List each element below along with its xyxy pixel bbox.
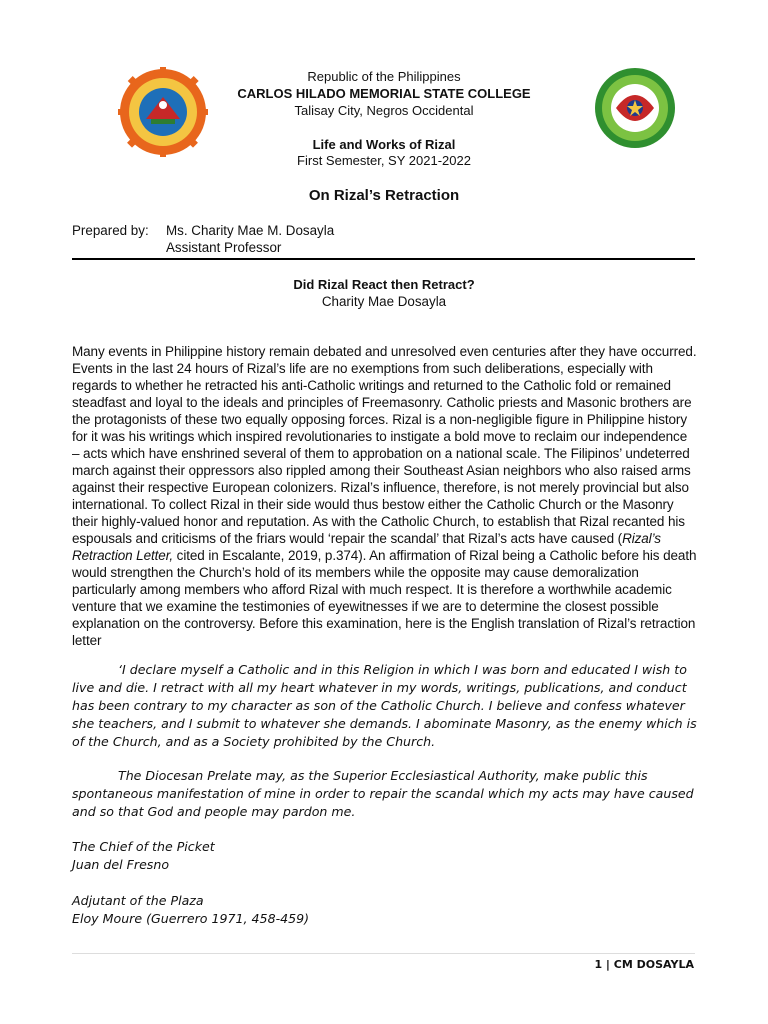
paragraph-text-b: cited in Escalante, 2019, p.374). An affirmation of Rizal being a Catholic before his death would strengthen the Church’s hold of its members while the opposite may cause demoralization particularly among members who afford Rizal with much respect. It is therefore a worthwhile academic venture that we examine the testimonies of eyewitnesses if we are to determine the closest possible explanation on the controversy. Before this examination, here is the English translation of Rizal’s retraction letter xyxy=(72,548,697,648)
article-author: Charity Mae Dosayla xyxy=(321,294,447,309)
prepared-by-label: Prepared by: xyxy=(72,223,149,238)
header-republic: Republic of the Philippines xyxy=(307,69,461,84)
signatory-2-title: Adjutant of the Plaza xyxy=(72,893,204,908)
prepared-by-role: Assistant Professor xyxy=(166,240,282,255)
paragraph-citation: Rizal’s Retraction Letter, xyxy=(72,531,661,563)
paragraph-text-a: Many events in Philippine history remain debated and unresolved even centuries after they have occurred. Events in the last 24 hours of Rizal’s life are no exemptions from such deliberations, especially with regards to whether he retracted his anti-Catholic writings and returned to the Catholic fold or remained steadfast and loyal to the ideals and principles of Freemasonry. Catholic priests and Masonic brothers are the protagonists of these two equally opposing forces. Rizal is a non-negligible figure in Philippine history for it was his writings which inspired revolutionaries to instigate a bold move to reclaim our independence – acts which have enshrined several of them to approbation on a national scale. The Filipinos’ undeterred march against their oppressors also rippled among their Southeast Asian neighbors who also raised arms against their respective European colonizers. Rizal’s influence, therefore, is not merely provincial but also international. To collect Rizal in their side would thus bestow either the Catholic Church or the Masonry their highly-valued honor and reputation. As with the Catholic Church, to establish that Rizal recanted his espousals and criticisms of the friars would ‘repair the scandal’ that Rizal’s acts have caused ( xyxy=(72,344,697,546)
retraction-quote-paragraph-2: The Diocesan Prelate may, as the Superior Ecclesiastical Authority, make public this spontaneous manifestation of mine in order to repair the scandal which my acts may have caused and so that God and people may pardon me. xyxy=(72,768,694,819)
footer-divider xyxy=(72,953,695,954)
prepared-by-name: Ms. Charity Mae M. Dosayla xyxy=(166,223,335,238)
header-course: Life and Works of Rizal xyxy=(312,137,456,152)
signatory-1-name: Juan del Fresno xyxy=(72,857,170,872)
header-divider xyxy=(72,258,695,260)
article-title: Did Rizal React then Retract? xyxy=(293,277,475,292)
header-college-name: CARLOS HILADO MEMORIAL STATE COLLEGE xyxy=(237,86,531,101)
header-location: Talisay City, Negros Occidental xyxy=(294,103,474,118)
retraction-quote-paragraph-1: ‘I declare myself a Catholic and in this Religion in which I was born and educated I wish to live and die. I retract with all my heart whatever in my words, writings, publications, and conduct has been contrary to my character as son of the Catholic Church. I believe and confess whatever she teachers, and I submit to whatever she demands. I abominate Masonry, as the enemy which is of the Church, and as a Society prohibited by the Church. xyxy=(72,662,697,749)
signatory-2-name: Eloy Moure (Guerrero 1971, 458-459) xyxy=(72,911,310,926)
header-semester: First Semester, SY 2021-2022 xyxy=(297,153,471,168)
document-title: On Rizal’s Retraction xyxy=(308,187,460,204)
page-footer: 1 | CM DOSAYLA xyxy=(594,958,694,971)
article-paragraph xyxy=(72,343,698,649)
signatory-1-title: The Chief of the Picket xyxy=(72,839,215,854)
